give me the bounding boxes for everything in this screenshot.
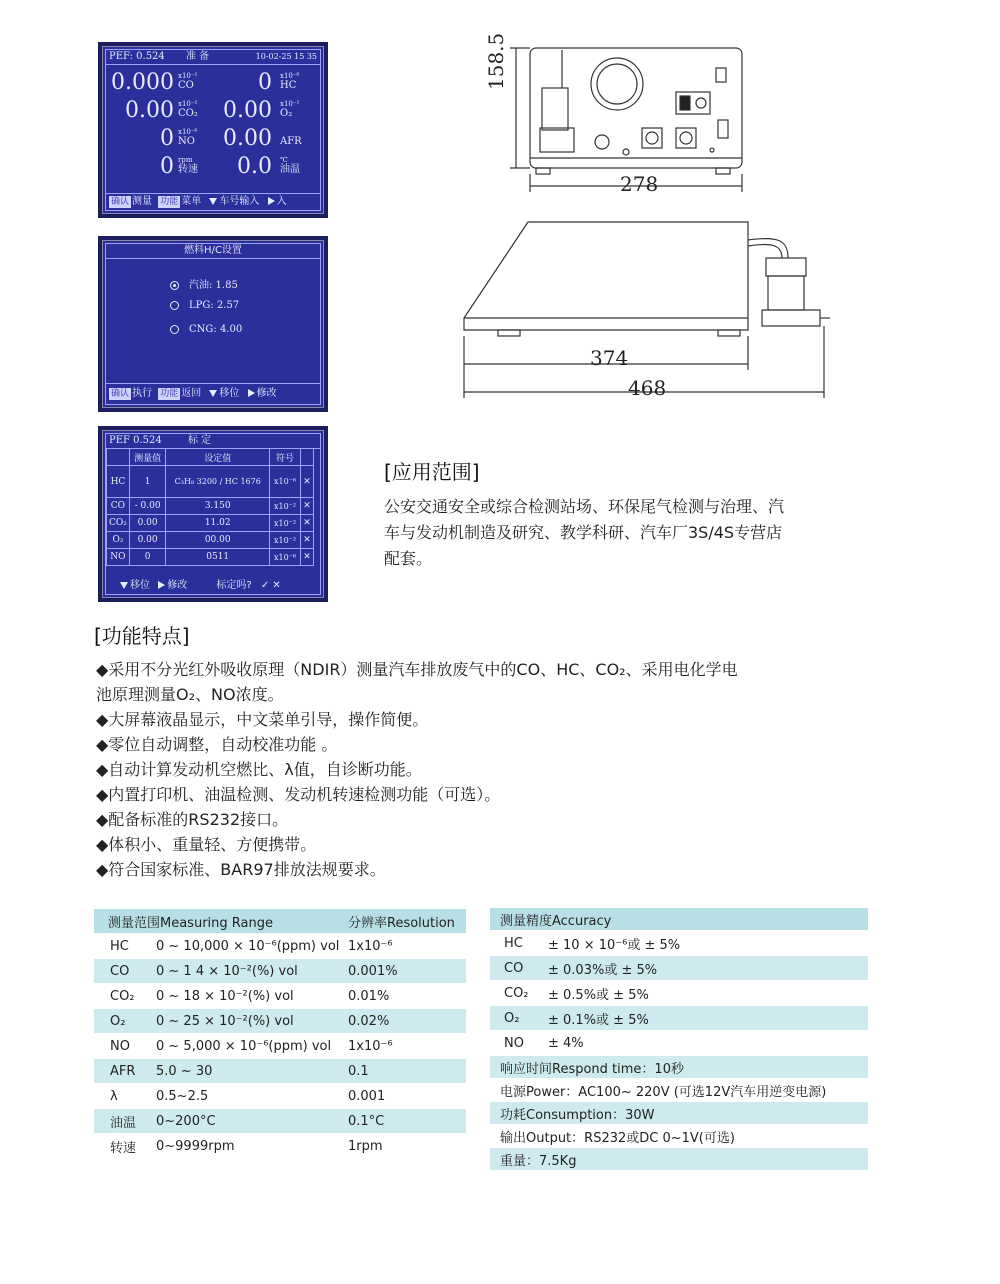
set-cell: C₃H₈ 3200 / HC 1676 xyxy=(166,466,270,498)
set-cell: 00.00 xyxy=(166,532,270,549)
accuracy-header: 测量精度Accuracy xyxy=(490,908,868,931)
accuracy-table xyxy=(490,908,868,1171)
set-cell: 0511 xyxy=(166,549,270,566)
gas-cell: O₂ xyxy=(94,1009,150,1034)
spec-cell: 电源Power：AC100~ 220V (可选12V汽车用逆变电源) xyxy=(490,1079,868,1102)
table-row xyxy=(490,981,868,1006)
close-icon: ✕ xyxy=(301,549,314,566)
radio-icon xyxy=(170,325,179,334)
oil-temp-unit: ℃ 油温 xyxy=(280,156,300,175)
range-cell: 0 ~ 18 × 10⁻²(%) vol xyxy=(150,984,342,1009)
range-cell: 0 ~ 1 4 × 10⁻²(%) vol xyxy=(150,959,342,984)
footer-text: ✓ ✕ xyxy=(260,580,281,591)
feature-item: 池原理测量O₂、NO浓度。 xyxy=(96,685,284,704)
gas-cell: NO xyxy=(94,1034,150,1059)
application-text xyxy=(384,494,884,572)
rpm-unit: rpm 转速 xyxy=(178,156,198,175)
range-cell: 0.5~2.5 xyxy=(150,1084,342,1109)
spec-cell: 输出Output：RS232或DC 0~1V(可选) xyxy=(490,1125,868,1148)
close-icon: ✕ xyxy=(301,498,314,515)
accuracy-cell: ± 0.03%或 ± 5% xyxy=(542,956,868,981)
gas-cell: NO xyxy=(107,549,130,566)
fuel-option-gasoline: 汽油: 1.85 xyxy=(170,276,238,291)
table-row xyxy=(490,1125,868,1148)
down-triangle-icon xyxy=(209,198,217,205)
dim-length-label: 374 xyxy=(590,346,629,370)
gas-cell: CO₂ xyxy=(94,984,150,1009)
gas-cell: CO xyxy=(490,956,542,981)
unit-cell: x10⁻⁶ xyxy=(270,549,301,566)
confirm-key: 确认 xyxy=(111,389,130,399)
table-header-row xyxy=(490,908,868,931)
resolution-cell: 0.001 xyxy=(342,1084,466,1109)
measured-cell: 1 xyxy=(129,466,165,498)
fuel-option-cng: CNG: 4.00 xyxy=(170,324,242,335)
accuracy-cell: ± 0.5%或 ± 5% xyxy=(542,981,868,1006)
table-row xyxy=(490,956,868,981)
datetime-label: 10-02-25 15 35 xyxy=(255,52,317,61)
table-header-row xyxy=(94,909,466,934)
range-header: 测量范围Measuring Range xyxy=(94,909,342,934)
hc-unit: x10⁻⁶ HC xyxy=(280,72,300,91)
lcd-screen-fuel-setting xyxy=(98,236,328,412)
table-row xyxy=(490,1079,868,1102)
lcd-frame xyxy=(105,433,321,595)
resolution-cell: 1rpm xyxy=(342,1134,466,1159)
gas-cell: HC xyxy=(94,934,150,959)
lcd-header xyxy=(106,434,320,449)
rpm-value: 0 xyxy=(160,154,174,179)
footer-text: 移位 xyxy=(130,580,150,591)
col-header: 测量值 xyxy=(129,449,165,466)
footer-text: 标定吗? xyxy=(216,580,252,591)
co2-unit: x10⁻² CO₂ xyxy=(178,100,198,119)
accuracy-cell: ± 10 × 10⁻⁶或 ± 5% xyxy=(542,931,868,956)
set-cell: 3.150 xyxy=(166,498,270,515)
right-triangle-icon xyxy=(248,389,255,397)
radio-selected-icon xyxy=(170,281,179,290)
lcd-frame xyxy=(105,49,321,211)
footer-text: 返回 xyxy=(181,388,202,399)
down-triangle-icon xyxy=(209,390,217,397)
o2-value: 0.00 xyxy=(223,98,272,123)
measured-cell: - 0.00 xyxy=(129,498,165,515)
feature-item: ◆采用不分光红外吸收原理（NDIR）测量汽车排放废气中的CO、HC、CO₂、采用电化学电 xyxy=(96,660,738,679)
table-row xyxy=(490,1031,868,1056)
lcd-frame xyxy=(105,243,321,405)
table-row xyxy=(94,1009,466,1034)
table-row xyxy=(94,1059,466,1084)
lcd-footer xyxy=(106,193,320,210)
unit-cell: x10⁻² xyxy=(270,515,301,532)
feature-item: ◆内置打印机、油温检测、发动机转速检测功能（可选）。 xyxy=(96,785,501,804)
resolution-cell: 1x10⁻⁶ xyxy=(342,1034,466,1059)
pef-label: PEF: 0.524 xyxy=(109,51,165,62)
function-key: 功能 xyxy=(160,389,179,399)
table-row xyxy=(94,1084,466,1109)
measured-cell: 0.00 xyxy=(129,515,165,532)
range-cell: 0 ~ 5,000 × 10⁻⁶(ppm) vol xyxy=(150,1034,342,1059)
resolution-cell: 0.1°C xyxy=(342,1109,466,1134)
fuel-option-lpg: LPG: 2.57 xyxy=(170,300,239,311)
hc-value: 0 xyxy=(258,70,272,95)
gas-cell: CO xyxy=(94,959,150,984)
gas-cell: O₂ xyxy=(490,1006,542,1031)
confirm-key: 确认 xyxy=(111,197,130,207)
application-line: 车与发动机制造及研究、教学科研、汽车厂3S/4S专营店 xyxy=(384,523,783,542)
accuracy-cell: ± 0.1%或 ± 5% xyxy=(542,1006,868,1031)
gas-cell: CO xyxy=(107,498,130,515)
measured-cell: 0 xyxy=(129,549,165,566)
lcd-screen-calibration xyxy=(98,426,328,602)
gas-cell: NO xyxy=(490,1031,542,1056)
co-unit: x10⁻² CO xyxy=(178,72,198,91)
table-row xyxy=(94,959,466,984)
unit-cell: x10⁻² xyxy=(270,532,301,549)
application-title: [应用范围] xyxy=(384,460,480,484)
afr-value: 0.00 xyxy=(223,126,272,151)
application-line: 配套。 xyxy=(384,549,433,568)
mode-label: 准 备 xyxy=(186,51,210,62)
oil-temp-value: 0.0 xyxy=(237,154,272,179)
resolution-cell: 0.1 xyxy=(342,1059,466,1084)
footer-text: 修改 xyxy=(256,388,277,399)
range-cell: 5.0 ~ 30 xyxy=(150,1059,342,1084)
feature-item: ◆零位自动调整，自动校准功能 。 xyxy=(96,735,338,754)
resolution-cell: 0.01% xyxy=(342,984,466,1009)
footer-text: 执行 xyxy=(132,388,153,399)
lcd-title: 燃料H/C设置 xyxy=(106,244,320,259)
close-icon: ✕ xyxy=(301,466,314,498)
lcd-screen-ready xyxy=(98,42,328,218)
close-icon: ✕ xyxy=(301,532,314,549)
footer-text: 测量 xyxy=(132,196,153,207)
gas-cell: CO₂ xyxy=(490,981,542,1006)
footer-text: 移位 xyxy=(219,388,240,399)
table-row xyxy=(490,931,868,956)
table-row xyxy=(490,1102,868,1125)
measured-cell: 0.00 xyxy=(129,532,165,549)
gas-cell: HC xyxy=(490,931,542,956)
footer-text: 车号输入 xyxy=(219,196,260,207)
no-unit: x10⁻⁶ NO xyxy=(178,128,198,147)
co-value: 0.000 xyxy=(111,70,174,95)
range-cell: 0 ~ 10,000 × 10⁻⁶(ppm) vol xyxy=(150,934,342,959)
gas-cell: 油温 xyxy=(94,1109,150,1134)
spec-cell: 重量：7.5Kg xyxy=(490,1148,868,1171)
features-title: [功能特点] xyxy=(94,624,190,648)
range-cell: 0~9999rpm xyxy=(150,1134,342,1159)
dim-width-label: 278 xyxy=(620,172,659,196)
col-header: 设定值 xyxy=(166,449,270,466)
resolution-cell: 0.02% xyxy=(342,1009,466,1034)
gas-cell: HC xyxy=(107,466,130,498)
application-line: 公安交通安全或综合检测站场、环保尾气检测与治理、汽 xyxy=(384,497,785,516)
down-triangle-icon xyxy=(120,582,128,589)
feature-item: ◆自动计算发动机空燃比、λ值，自诊断功能。 xyxy=(96,760,422,779)
measuring-range-table xyxy=(94,909,466,1159)
features-list xyxy=(96,657,896,882)
spec-cell: 响应时间Respond time：10秒 xyxy=(490,1056,868,1079)
table-row xyxy=(94,1034,466,1059)
pef-label: PEF 0.524 xyxy=(109,435,162,446)
gas-cell: O₂ xyxy=(107,532,130,549)
co2-value: 0.00 xyxy=(125,98,174,123)
footer-text: 修改 xyxy=(167,580,188,591)
feature-item: ◆体积小、重量轻、方便携带。 xyxy=(96,835,317,854)
accuracy-cell: ± 4% xyxy=(542,1031,868,1056)
resolution-cell: 0.001% xyxy=(342,959,466,984)
footer-text: 入 xyxy=(276,196,287,207)
feature-item: ◆大屏幕液晶显示，中文菜单引导，操作简便。 xyxy=(96,710,429,729)
table-row xyxy=(94,1109,466,1134)
feature-item: ◆配备标准的RS232接口。 xyxy=(96,810,289,829)
table-row xyxy=(490,1006,868,1031)
gas-cell: 转速 xyxy=(94,1134,150,1159)
gas-cell: AFR xyxy=(94,1059,150,1084)
afr-unit: AFR xyxy=(280,136,302,147)
dim-height-label: 158.5 xyxy=(484,32,508,90)
calibration-table xyxy=(106,448,314,566)
footer-text: 菜单 xyxy=(181,196,202,207)
table-row xyxy=(94,934,466,959)
unit-cell: x10⁻² xyxy=(270,498,301,515)
range-cell: 0 ~ 25 × 10⁻²(%) vol xyxy=(150,1009,342,1034)
close-icon: ✕ xyxy=(301,515,314,532)
set-cell: 11.02 xyxy=(166,515,270,532)
lcd-header xyxy=(106,50,320,65)
mode-label: 标 定 xyxy=(188,435,212,446)
no-value: 0 xyxy=(160,126,174,151)
gas-cell: CO₂ xyxy=(107,515,130,532)
gas-cell: λ xyxy=(94,1084,150,1109)
resolution-cell: 1x10⁻⁶ xyxy=(342,934,466,959)
table-row xyxy=(490,1148,868,1171)
col-header: 符号 xyxy=(270,449,301,466)
o2-unit: x10⁻² O₂ xyxy=(280,100,300,119)
lcd-footer xyxy=(106,383,320,404)
lcd-footer xyxy=(106,578,320,594)
unit-cell: x10⁻⁶ xyxy=(270,466,301,498)
dim-total-length-label: 468 xyxy=(628,376,667,400)
resolution-header: 分辨率Resolution xyxy=(342,909,466,934)
right-triangle-icon xyxy=(158,581,165,589)
table-row xyxy=(94,984,466,1009)
table-row xyxy=(94,1134,466,1159)
feature-item: ◆符合国家标准、BAR97排放法规要求。 xyxy=(96,860,386,879)
right-triangle-icon xyxy=(268,197,275,205)
function-key: 功能 xyxy=(160,197,179,207)
radio-icon xyxy=(170,301,179,310)
table-row xyxy=(490,1056,868,1079)
spec-cell: 功耗Consumption：30W xyxy=(490,1102,868,1125)
range-cell: 0~200°C xyxy=(150,1109,342,1134)
